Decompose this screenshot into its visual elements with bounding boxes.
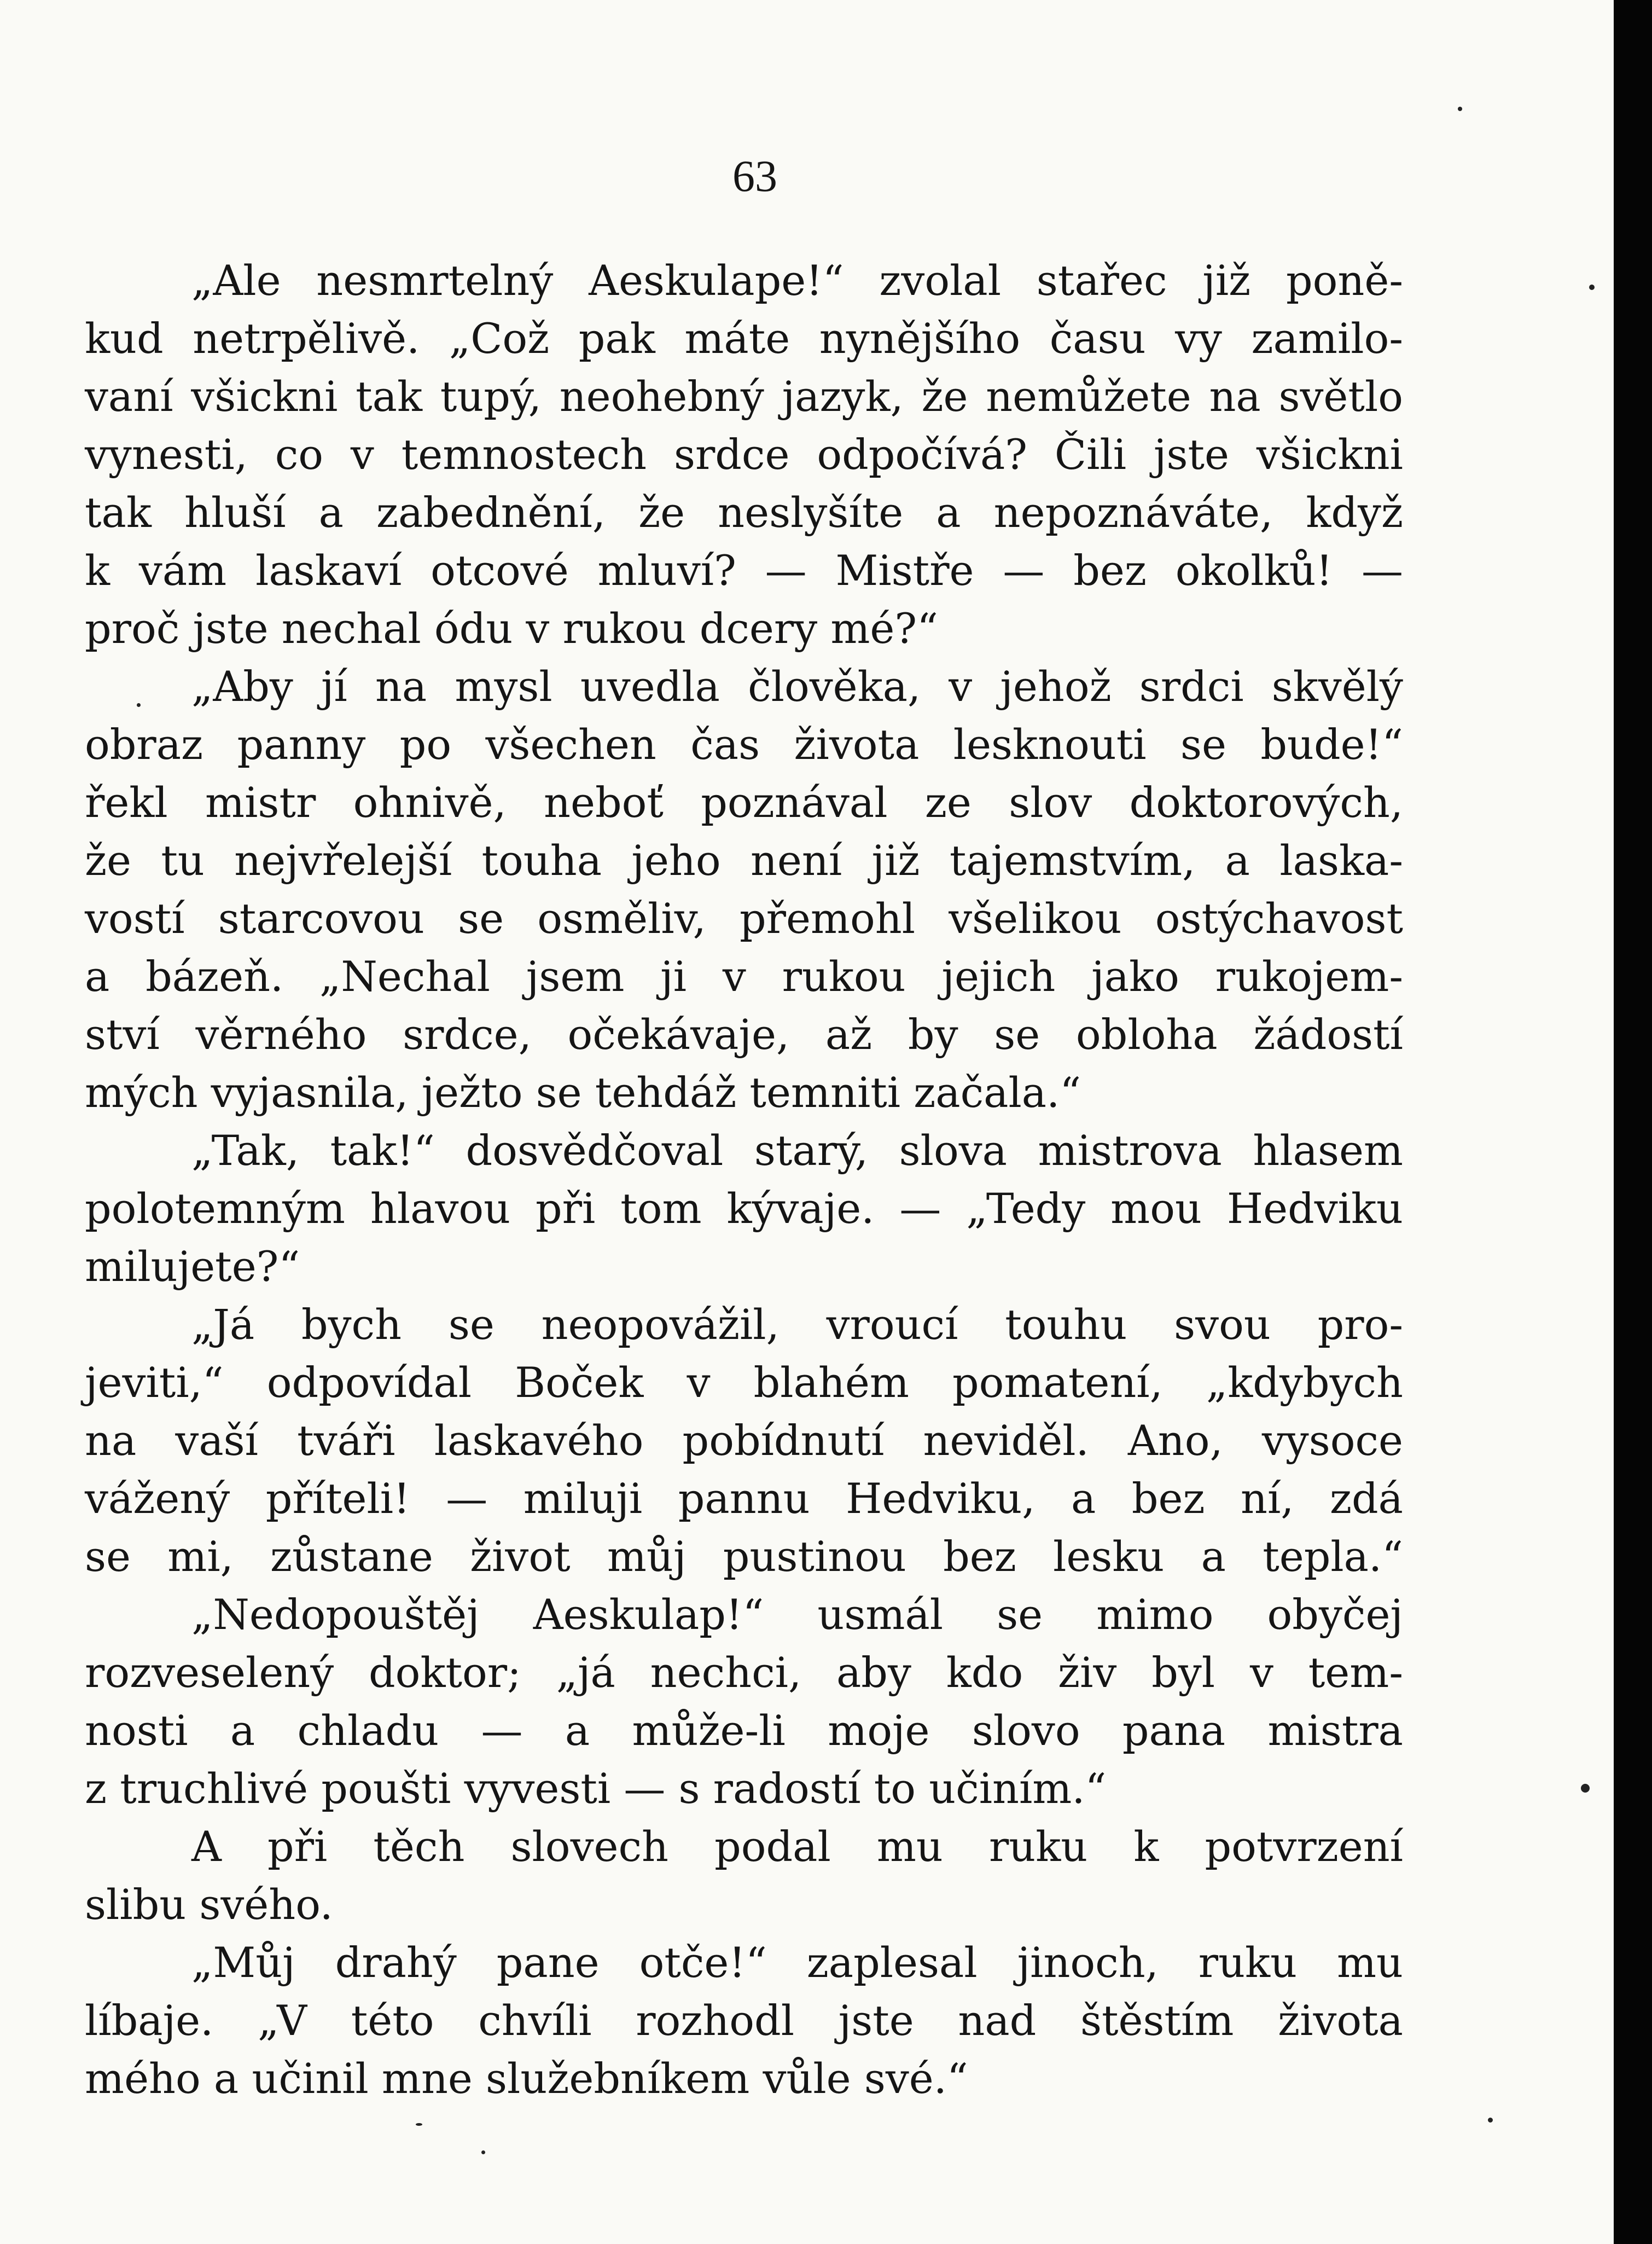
text-line: na vaší tváři laskavého pobídnutí neviděl. Ano, vysoce xyxy=(85,1416,1403,1465)
text-line: líbaje. „V této chvíli rozhodl jste nad štěstím života xyxy=(85,1996,1403,2045)
text-line: tak hluší a zabednění, že neslyšíte a nepoznáváte, když xyxy=(85,488,1403,537)
text-line: ství věrného srdce, očekávaje, až by se obloha žádostí xyxy=(85,1010,1403,1059)
text-line: mých vyjasnila, ježto se tehdáž temniti začala.“ xyxy=(85,1068,1081,1117)
text-line: proč jste nechal ódu v rukou dcery mé?“ xyxy=(85,604,938,653)
body-text xyxy=(85,252,1403,2108)
text-line: mého a učinil mne služebníkem vůle své.“ xyxy=(85,2054,968,2103)
text-line: kud netrpělivě. „Což pak máte nynějšího času vy zamilo- xyxy=(85,314,1403,363)
text-line: „Můj drahý pane otče!“ zaplesal jinoch, ruku mu xyxy=(191,1938,1403,1987)
text-line: polotemným hlavou při tom kývaje. — „Tedy mou Hedviku xyxy=(85,1184,1403,1233)
text-line: vaní všickni tak tupý, neohebný jazyk, že nemůžete na světlo xyxy=(85,372,1403,421)
text-line: k vám laskaví otcové mluví? — Mistře — bez okolků! — xyxy=(85,546,1403,595)
text-line: A při těch slovech podal mu ruku k potvrzení xyxy=(191,1822,1403,1871)
text-line: z truchlivé poušti vyvesti — s radostí to učiním.“ xyxy=(85,1764,1107,1813)
print-speck xyxy=(1581,1784,1590,1793)
page-number: 63 xyxy=(732,151,777,201)
text-line: rozveselený doktor; „já nechci, aby kdo živ byl v tem- xyxy=(85,1648,1403,1697)
text-line: jeviti,“ odpovídal Boček v blahém pomatení, „kdybych xyxy=(85,1358,1403,1407)
print-speck xyxy=(481,2150,485,2154)
text-line: slibu svého. xyxy=(85,1880,333,1929)
text-line: „Nedopouštěj Aeskulap!“ usmál se mimo obyčej xyxy=(191,1590,1403,1639)
print-speck xyxy=(1488,2118,1493,2123)
text-line: že tu nejvřelejší touha jeho není již tajemstvím, a laska- xyxy=(85,836,1403,885)
print-speck xyxy=(137,703,141,707)
print-speck xyxy=(416,2123,422,2126)
text-line: se mi, zůstane život můj pustinou bez lesku a tepla.“ xyxy=(85,1532,1403,1581)
text-line: vostí starcovou se osměliv, přemohl všelikou ostýchavost xyxy=(85,894,1403,943)
text-line: a bázeň. „Nechal jsem ji v rukou jejich jako rukojem- xyxy=(85,952,1403,1001)
text-line: „Ale nesmrtelný Aeskulape!“ zvolal stařec již poně- xyxy=(191,256,1403,305)
scan-border xyxy=(1614,0,1652,2244)
text-line: „Tak, tak!“ dosvědčoval starý, slova mistrova hlasem xyxy=(191,1126,1403,1175)
text-line: nosti a chladu — a může-li moje slovo pana mistra xyxy=(85,1706,1403,1755)
text-line: obraz panny po všechen čas života lesknouti se bude!“ xyxy=(85,720,1403,769)
print-speck xyxy=(1458,107,1462,111)
text-line: vážený příteli! — miluji pannu Hedviku, a bez ní, zdá xyxy=(85,1474,1403,1523)
text-line: „Aby jí na mysl uvedla člověka, v jehož srdci skvělý xyxy=(191,662,1403,711)
text-line: vynesti, co v temnostech srdce odpočívá? Čili jste všickni xyxy=(85,430,1403,479)
text-line: „Já bych se neopovážil, vroucí touhu svou pro- xyxy=(191,1300,1403,1349)
text-line: řekl mistr ohnivě, neboť poznával ze slov doktorových, xyxy=(85,778,1403,827)
text-line: milujete?“ xyxy=(85,1242,300,1291)
print-speck xyxy=(1589,285,1595,290)
